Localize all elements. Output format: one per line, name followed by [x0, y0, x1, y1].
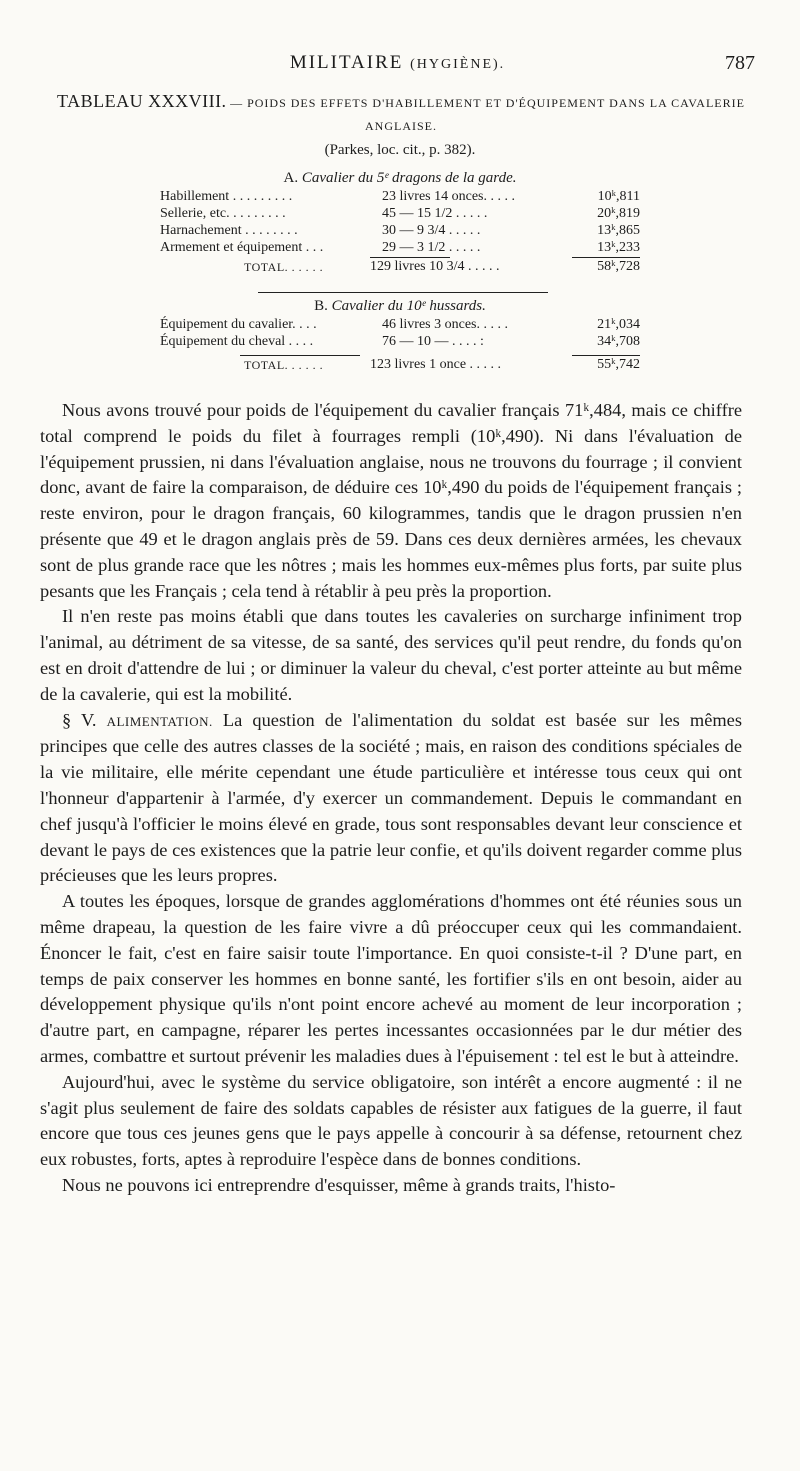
page-number: 787 — [725, 52, 755, 74]
running-title-paren: (HYGIÈNE). — [410, 57, 506, 72]
paragraph: Nous ne pouvons ici entreprendre d'esquisser, même à grands traits, l'histo- — [62, 1174, 616, 1195]
table-number: TABLEAU XXXVIII. — [57, 91, 227, 111]
table-row: Armement et équipement . . . 29 — 3 1/2 . . . . . 13ᵏ,233 — [160, 240, 640, 255]
paragraph: Il n'en reste pas moins établi que dans toutes les cavaleries on surcharge infiniment trop l'animal, au détriment de sa vitesse, de sa santé, des services qu'il peut rendre, du fonds qu'on est en droit d'attendre de lui ; or diminuer la valeur du cheval, c'est porter atteinte au but même de la cavalerie, qui est la mobilité. — [40, 606, 742, 704]
table-total-row: TOTAL. . . . . . 123 livres 1 once . . . . . 55ᵏ,742 — [160, 354, 640, 376]
table-row: Harnachement . . . . . . . . 30 — 9 3/4 . . . . . 13ᵏ,865 — [160, 223, 640, 238]
running-title: MILITAIRE (HYGIÈNE). — [289, 52, 506, 73]
table-section-b — [160, 296, 640, 376]
paragraph: A toutes les époques, lorsque de grandes agglomérations d'hommes ont été réunies sous un même drapeau, la question de les faire vivre a dû préoccuper ceux qui les commandaient. Énoncer le fait, c'est en faire saisir toute l'importance. En quoi consiste-t-il ? D'une part, en temps de paix conserver les hommes en bonne santé, les fortifier s'ils en ont besoin, aider au développement physique qu'ils n'ont point encore achevé au moment de leur incorporation ; d'autre part, en campagne, réparer les pertes incessantes occasionnées par le dur métier des armes, combattre et surtout prévenir les maladies dues à l'épuisement : tel est le but à atteindre. — [40, 891, 742, 1066]
table-total-row: TOTAL. . . . . . 129 livres 10 3/4 . . . . . 58ᵏ,728 — [244, 259, 640, 274]
running-head — [40, 52, 755, 82]
table-title-line1: — POIDS DES EFFETS D'HABILLEMENT ET D'ÉQUIPEMENT DANS LA CAVALERIE — [230, 96, 745, 110]
table-row: Sellerie, etc. . . . . . . . . 45 — 15 1/2 . . . . . 20ᵏ,819 — [160, 206, 640, 221]
body-text — [40, 398, 742, 1199]
table-title-line2: ANGLAISE. — [365, 119, 437, 133]
table-source: (Parkes, loc. cit., p. 382). — [324, 142, 476, 158]
table-caption — [45, 90, 757, 137]
paragraph: Nous avons trouvé pour poids de l'équipement du cavalier français 71ᵏ,484, mais ce chiffre total comprend le poids du filet à fourrages rempli (10ᵏ,490). Ni dans l'évaluation de l'équipement prussien, ni dans l'évaluation anglaise, nous ne trouvons du fourrage ; il convient donc, avant de faire la comparaison, de déduire ces 10ᵏ,490 du poids de l'équipement français ; reste environ, pour le dragon français, 60 kilogrammes, tandis que le dragon prussien n'en présente que 49 et le dragon anglais près de 59. Dans ces deux dernières armées, les chevaux sont de plus grande race que les nôtres ; mais les hommes eux-mêmes plus forts, par suite plus pesants que les Français ; cela tend à rétablir à peu près la proportion. — [40, 400, 742, 601]
table-row: Équipement du cheval . . . . 76 — 10 — . . . . : 34ᵏ,708 — [160, 334, 640, 349]
table-row: Équipement du cavalier. . . . 46 livres 3 onces. . . . . 21ᵏ,034 — [160, 317, 640, 332]
section-heading: ALIMENTATION. — [106, 713, 213, 729]
table-row: Habillement . . . . . . . . . 23 livres 14 onces. . . . . 10ᵏ,811 — [160, 189, 640, 204]
section-b-heading: B. Cavalier du 10ᵉ hussards. — [314, 298, 486, 314]
table-section-a — [160, 168, 640, 278]
section-divider — [258, 292, 548, 293]
paragraph: § V. ALIMENTATION. La question de l'alimentation du soldat est basée sur les mêmes principes que celle des autres classes de la société ; mais, en raison des conditions spéciales de la vie militaire, elle mérite cependant une étude particulière et intéresse tous ceux qui ont l'honneur d'appartenir à l'armée, d'y exercer un commandement. Depuis le commandant en chef jusqu'à l'officier le moins élevé en grade, tous sont responsables devant leur conscience et devant le pays de ces existences que la patrie leur confie, et qu'ils doivent regarder comme plus précieuses que les leurs propres. — [40, 709, 742, 886]
section-number: § V. — [62, 709, 97, 730]
paragraph: Aujourd'hui, avec le système du service obligatoire, son intérêt a encore augmenté : il ne s'agit plus seulement de faire des soldats capables de résister aux fatigues de la guerre, il faut encore que tous ces jeunes gens que le pays appelle à concourir à sa défense, retournent chez eux robustes, forts, aptes à reproduire l'espèce dans de bonnes conditions. — [40, 1071, 742, 1170]
section-a-heading: A. Cavalier du 5ᵉ dragons de la garde. — [283, 170, 517, 186]
